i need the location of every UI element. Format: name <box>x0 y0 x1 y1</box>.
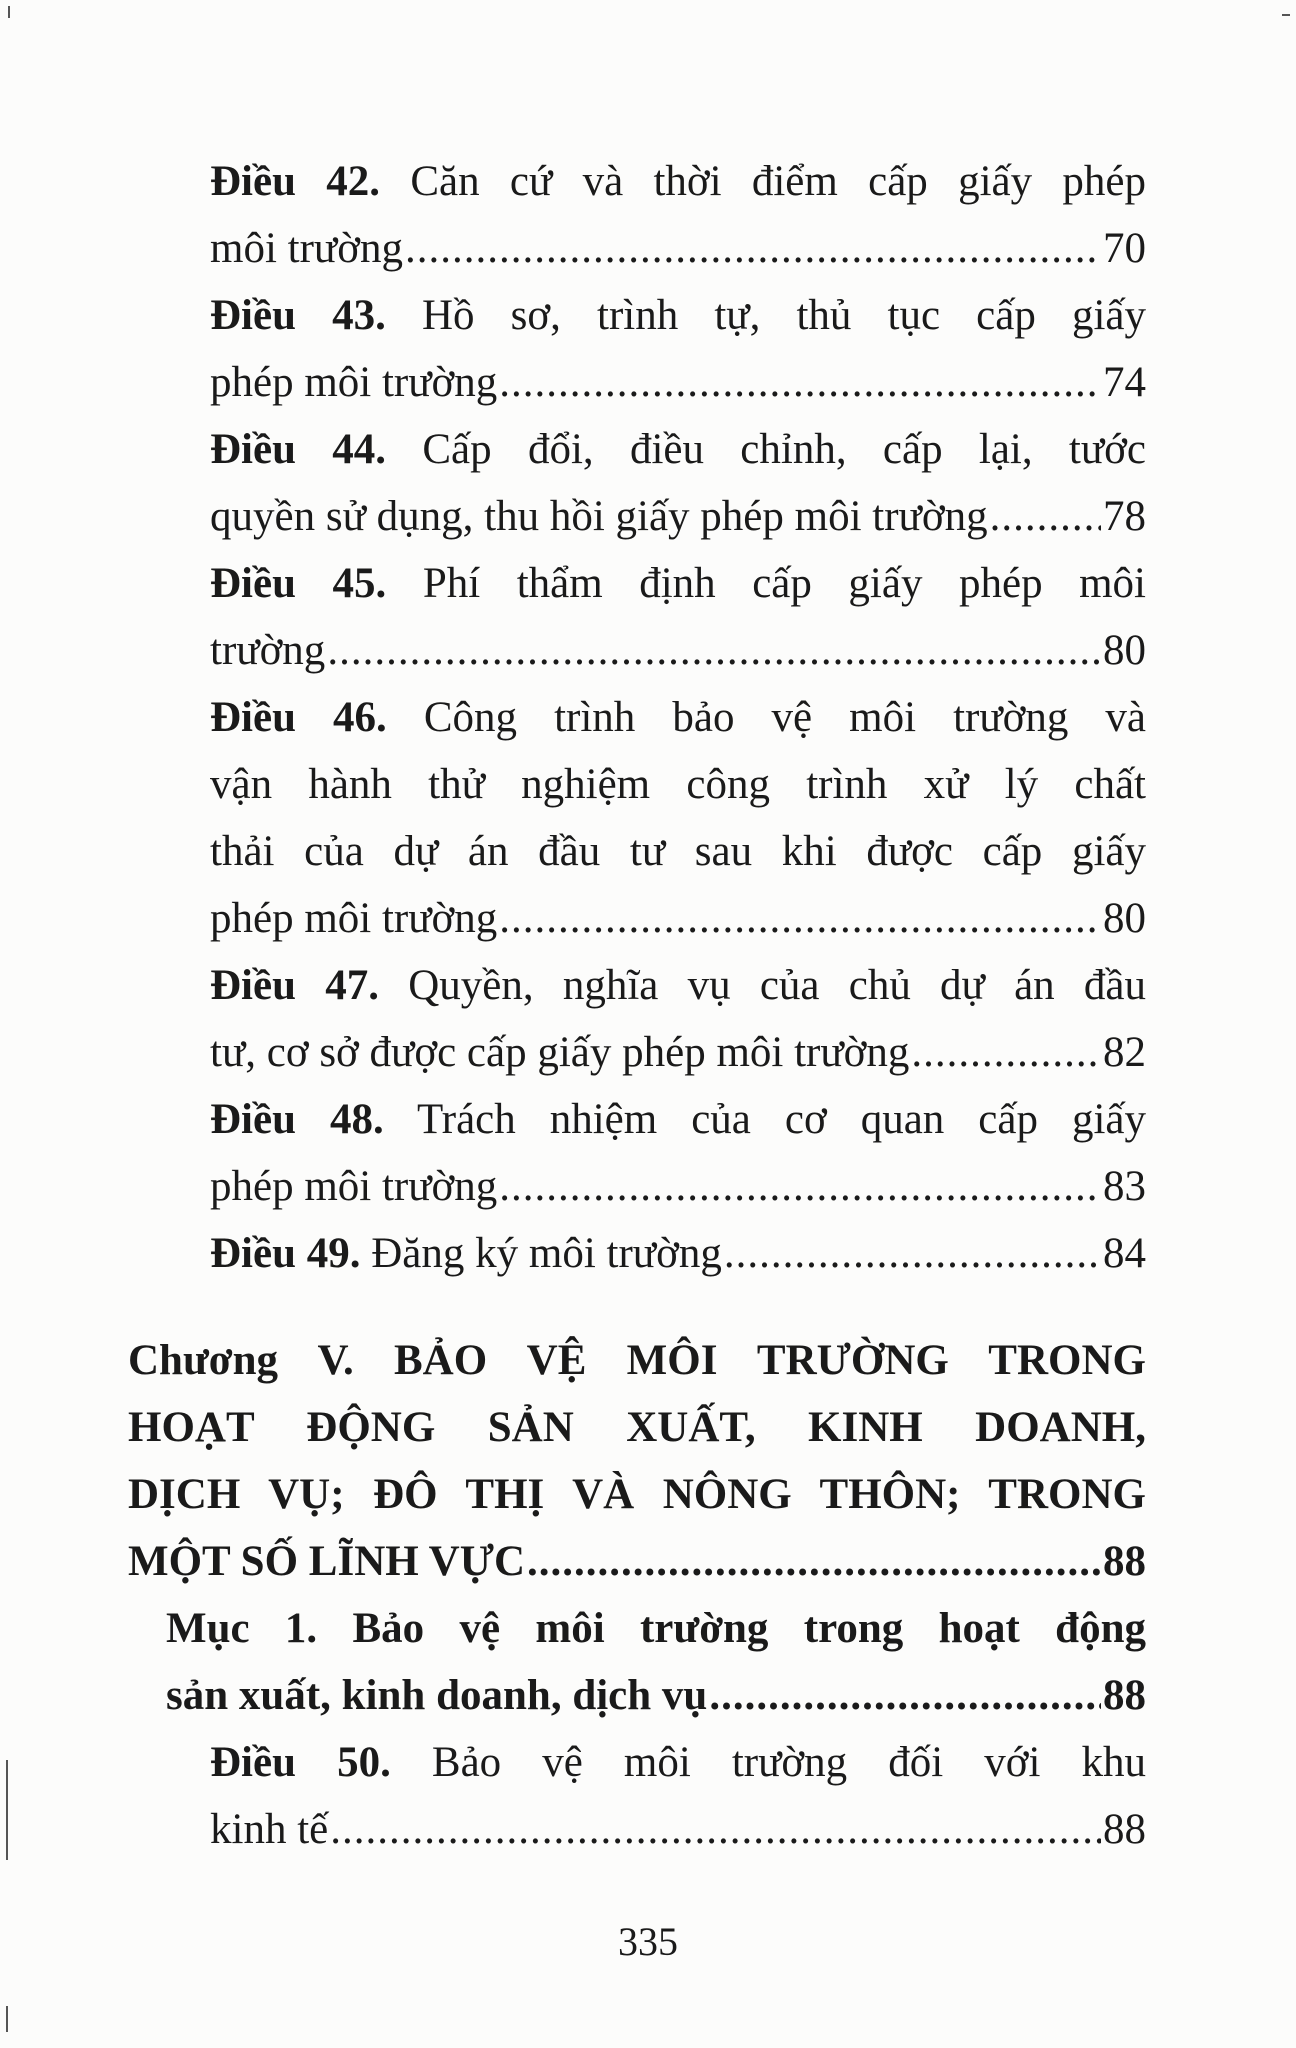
toc-entry-49-line-1: Điều 49. Đăng ký môi trường ..... 84 <box>210 1220 1146 1287</box>
page-ref: 88 <box>1103 1806 1146 1853</box>
section-heading-line-2: sản xuất, kinh doanh, dịch vụ ..... 88 <box>166 1662 1146 1729</box>
chapter-heading-line-2: HOẠT ĐỘNG SẢN XUẤT, KINH DOANH, <box>128 1404 1146 1451</box>
page-ref: 83 <box>1103 1163 1146 1210</box>
leader-dots <box>499 349 1101 416</box>
leader-dots <box>990 483 1101 550</box>
toc-entry-46-line-1: Điều 46. Công trình bảo vệ môi trường và <box>210 694 1146 741</box>
leader-dots <box>724 1220 1101 1287</box>
crop-mark-top-left <box>8 6 10 18</box>
toc-entry-43-line-2: phép môi trường ..... 74 <box>210 349 1146 416</box>
page-ref: 88 <box>1103 1538 1146 1585</box>
leader-dots <box>499 885 1101 952</box>
toc-entry-47-line-2: tư, cơ sở được cấp giấy phép môi trường ..... 82 <box>210 1019 1146 1086</box>
toc-entry-42-line-1: Điều 42. Căn cứ và thời điểm cấp giấy phép <box>210 158 1146 205</box>
page-ref: 84 <box>1103 1230 1146 1277</box>
toc-entry-45-line-2: trường ..... 80 <box>210 617 1146 684</box>
section-heading-line-1: Mục 1. Bảo vệ môi trường trong hoạt động <box>166 1605 1146 1652</box>
page-ref: 80 <box>1103 627 1146 674</box>
page-ref: 74 <box>1103 359 1146 406</box>
page-ref: 78 <box>1103 493 1146 540</box>
page-ref: 82 <box>1103 1029 1146 1076</box>
toc-entry-45-line-1: Điều 45. Phí thẩm định cấp giấy phép môi <box>210 560 1146 607</box>
leader-dots <box>911 1019 1101 1086</box>
leader-dots <box>405 215 1101 282</box>
page-ref: 80 <box>1103 895 1146 942</box>
page-ref: 88 <box>1103 1672 1146 1719</box>
crop-mark-left-edge <box>6 1760 8 1860</box>
leader-dots <box>330 1796 1101 1863</box>
leader-dots <box>327 617 1101 684</box>
toc-entry-44-line-1: Điều 44. Cấp đổi, điều chỉnh, cấp lại, tước <box>210 426 1146 473</box>
chapter-heading-line-3: DỊCH VỤ; ĐÔ THỊ VÀ NÔNG THÔN; TRONG <box>128 1471 1146 1518</box>
toc-entry-42-line-2: môi trường ..... 70 <box>210 215 1146 282</box>
toc-entry-46-line-4: phép môi trường ..... 80 <box>210 885 1146 952</box>
leader-dots <box>499 1153 1101 1220</box>
leader-dots <box>709 1662 1101 1729</box>
page-number: 335 <box>618 1919 678 1964</box>
toc-entry-50-line-2: kinh tế ..... 88 <box>210 1796 1146 1863</box>
page-ref: 70 <box>1103 225 1146 272</box>
toc-entry-47-line-1: Điều 47. Quyền, nghĩa vụ của chủ dự án đầu <box>210 962 1146 1009</box>
chapter-heading-line-4: MỘT SỐ LĨNH VỰC ..... 88 <box>128 1528 1146 1595</box>
crop-mark-bottom-left <box>6 2006 8 2032</box>
leader-dots <box>527 1528 1101 1595</box>
crop-mark-top-right <box>1282 14 1290 16</box>
chapter-heading-line-1: Chương V. BẢO VỆ MÔI TRƯỜNG TRONG <box>128 1337 1146 1384</box>
toc-entry-46-line-3: thải của dự án đầu tư sau khi được cấp giấy <box>210 828 1146 875</box>
toc-entry-46-line-2: vận hành thử nghiệm công trình xử lý chất <box>210 761 1146 808</box>
toc-entry-48-line-1: Điều 48. Trách nhiệm của cơ quan cấp giấy <box>210 1096 1146 1143</box>
toc-entry-44-line-2: quyền sử dụng, thu hồi giấy phép môi trường ..... 78 <box>210 483 1146 550</box>
table-of-contents <box>128 148 1146 1863</box>
toc-entry-50-line-1: Điều 50. Bảo vệ môi trường đối với khu <box>210 1739 1146 1786</box>
toc-entry-48-line-2: phép môi trường ..... 83 <box>210 1153 1146 1220</box>
toc-entry-43-line-1: Điều 43. Hồ sơ, trình tự, thủ tục cấp giấy <box>210 292 1146 339</box>
